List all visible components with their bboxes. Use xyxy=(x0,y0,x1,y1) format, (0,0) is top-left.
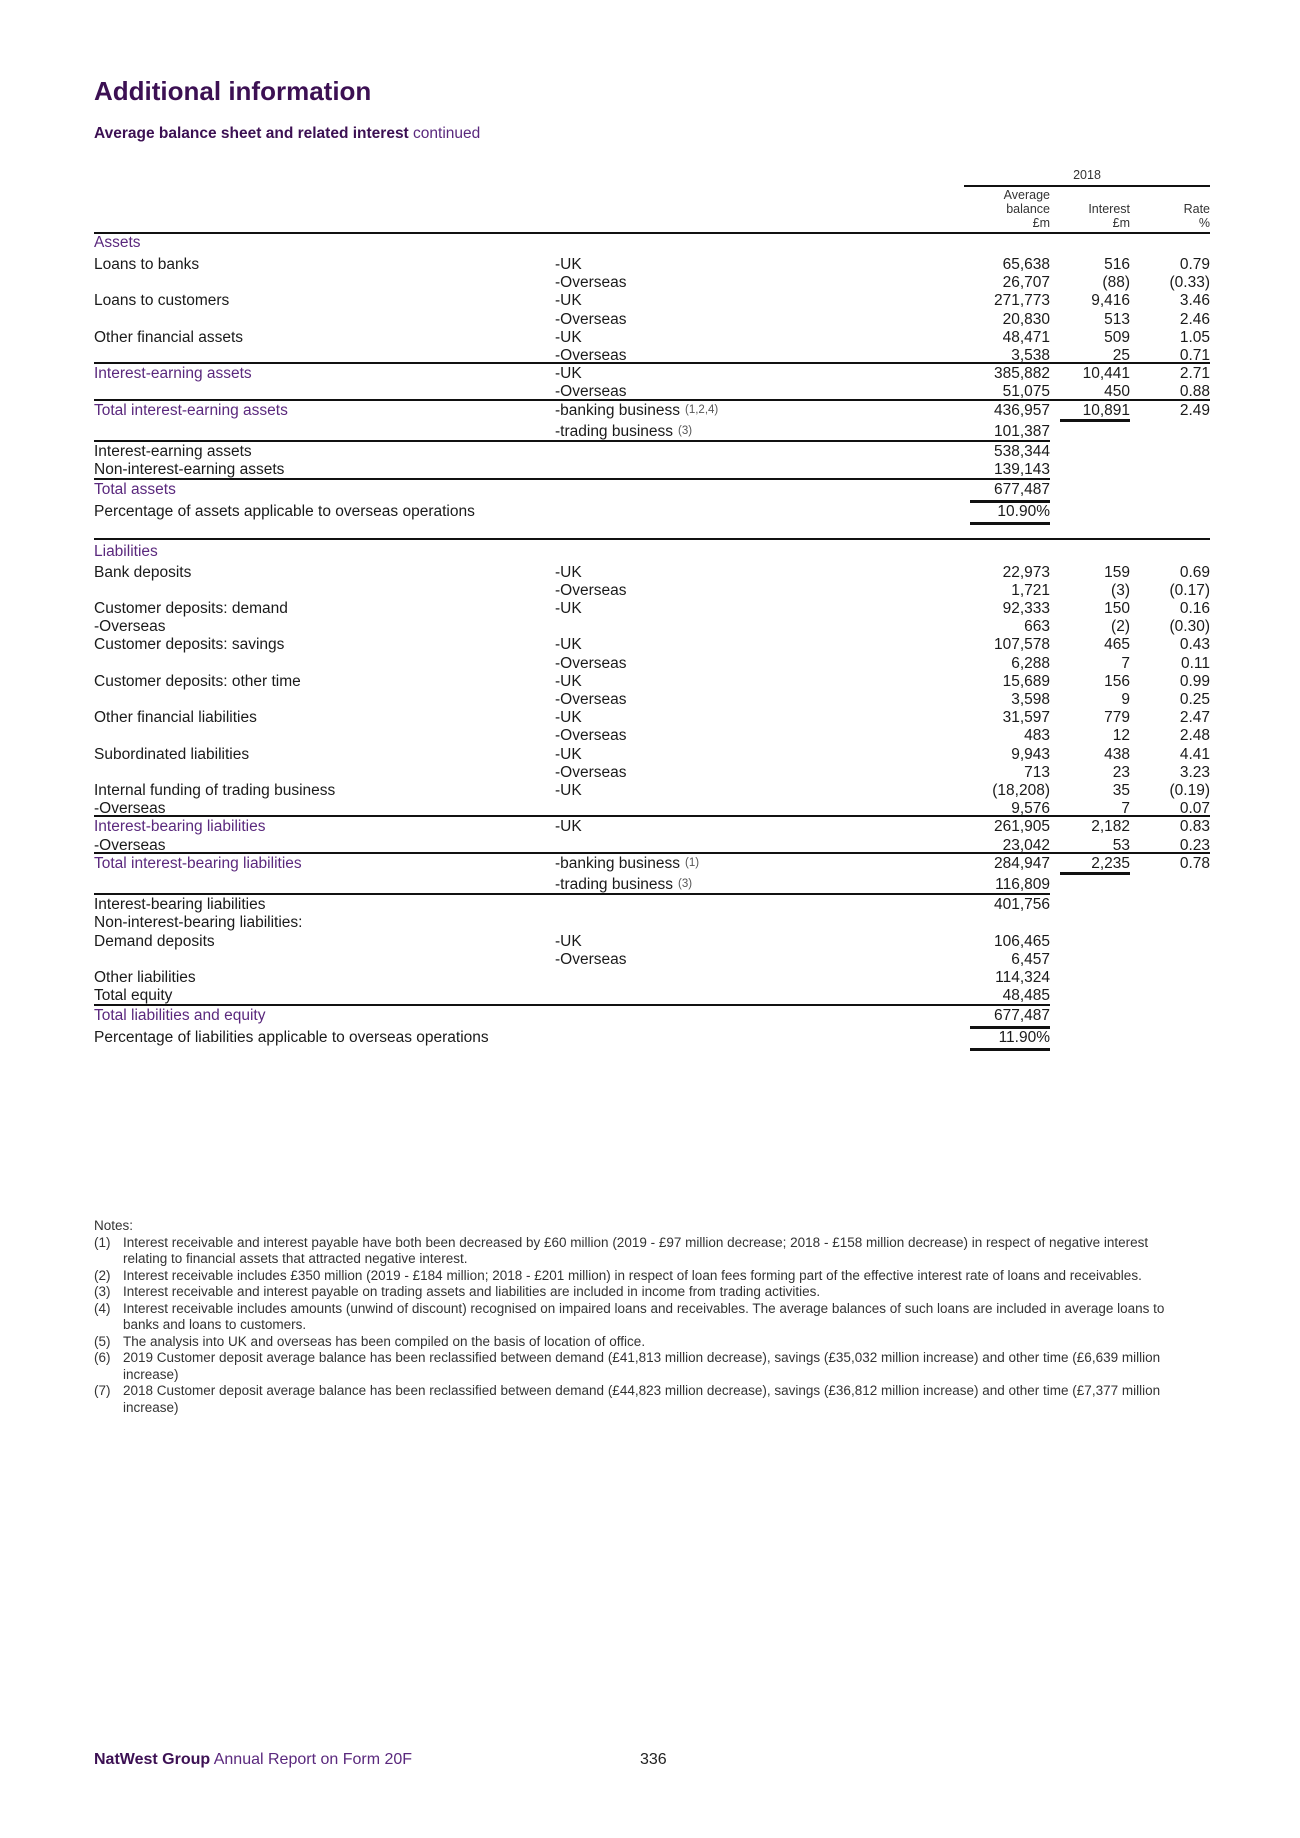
rule-line xyxy=(94,893,1050,895)
note-item xyxy=(94,1350,1174,1383)
table-row xyxy=(94,1005,1210,1026)
rate-cell: (0.30) xyxy=(1169,618,1210,636)
col-header-line: Average xyxy=(1003,188,1050,202)
average-balance-cell: 538,344 xyxy=(993,443,1050,460)
note-item xyxy=(94,1284,1174,1301)
rate-cell: 3.23 xyxy=(1179,763,1210,781)
rate-cell: 0.07 xyxy=(1179,800,1210,818)
row-label: Customer deposits: other time xyxy=(94,672,301,690)
row-region: -UK xyxy=(555,932,582,950)
row-label: Subordinated liabilities xyxy=(94,745,250,763)
interest-cell: 10,441 xyxy=(1082,365,1130,383)
average-balance-cell: 139,143 xyxy=(993,461,1050,479)
interest-cell: 12 xyxy=(1112,727,1130,745)
interest-cell: 7 xyxy=(1121,800,1130,818)
average-balance-cell: 31,597 xyxy=(1002,709,1050,727)
row-label: Other financial liabilities xyxy=(94,709,257,727)
average-balance-cell: 20,830 xyxy=(1002,310,1050,328)
row-label: Loans to banks xyxy=(94,256,200,273)
col-header-line: balance xyxy=(1006,202,1050,216)
subtitle-continued: continued xyxy=(413,125,481,142)
note-number: (2) xyxy=(94,1267,111,1283)
rule-line xyxy=(94,815,1210,817)
average-balance-cell: 26,707 xyxy=(1002,274,1050,292)
average-balance-cell: 3,598 xyxy=(1011,691,1050,708)
row-label: Interest-earning assets xyxy=(94,443,252,460)
row-label: Total interest-earning assets xyxy=(94,401,288,419)
rule-line xyxy=(1060,419,1130,422)
interest-cell: 516 xyxy=(1104,256,1130,273)
rule-line xyxy=(970,1048,1050,1051)
table-row xyxy=(94,853,1210,874)
row-region: -UK xyxy=(555,709,582,727)
row-label: Internal funding of trading business xyxy=(94,782,336,799)
row-label: -Overseas xyxy=(94,836,166,854)
interest-cell: 156 xyxy=(1104,672,1130,690)
interest-cell: 2,182 xyxy=(1091,818,1130,836)
table-row xyxy=(94,421,1210,442)
row-label: Total assets xyxy=(94,481,176,499)
row-label: Percentage of liabilities applicable to overseas operations xyxy=(94,1028,489,1046)
column-header-interest xyxy=(1050,188,1130,230)
note-text: Interest receivable and interest payable have both been decreased by £60 million (2019 - £97 million decrease; 2018 - £158 million decrease) in respect of negative interest relating to financial assets that attracted negative interest. xyxy=(123,1234,1149,1266)
row-label: Demand deposits xyxy=(94,932,215,950)
average-balance-cell: 6,288 xyxy=(1011,654,1050,672)
row-region: -Overseas xyxy=(555,310,627,328)
interest-cell: 513 xyxy=(1104,310,1130,328)
note-number: (5) xyxy=(94,1333,111,1349)
notes-heading: Notes: xyxy=(94,1218,134,1233)
row-region: -UK xyxy=(555,745,582,763)
row-label: Customer deposits: demand xyxy=(94,600,288,617)
rule-line xyxy=(970,1026,1050,1029)
note-item xyxy=(94,1334,1174,1351)
interest-cell: (2) xyxy=(1111,618,1130,636)
note-item xyxy=(94,1235,1174,1268)
average-balance-cell: 92,333 xyxy=(1002,600,1050,617)
average-balance-cell: 9,576 xyxy=(1011,800,1050,818)
average-balance-cell: 101,387 xyxy=(993,422,1050,440)
rate-cell: 0.71 xyxy=(1179,347,1210,364)
notes-section xyxy=(94,1218,1174,1416)
liabilities-heading xyxy=(94,541,1210,562)
col-header-line: Rate xyxy=(1183,202,1210,216)
rate-cell: (0.17) xyxy=(1169,581,1210,599)
row-region: -UK xyxy=(555,292,582,310)
average-balance-cell: 23,042 xyxy=(1002,836,1050,854)
note-text: Interest receivable includes £350 million (2019 - £184 million; 2018 - £201 million) in respect of loan fees forming part of the effective interest rate of loans and receivables. xyxy=(123,1267,1142,1283)
row-region: -UK xyxy=(555,636,582,654)
average-balance-cell: 1,721 xyxy=(1011,581,1050,599)
row-label: Bank deposits xyxy=(94,563,192,581)
interest-cell: 159 xyxy=(1104,563,1130,581)
average-balance-cell: 663 xyxy=(1024,618,1050,636)
rule-line xyxy=(94,478,1050,480)
rate-cell: 0.79 xyxy=(1179,256,1210,273)
row-region: -UK xyxy=(555,600,582,617)
row-region: -UK xyxy=(555,365,582,383)
note-number: (7) xyxy=(94,1383,111,1398)
table-row xyxy=(94,479,1210,500)
note-text: 2018 Customer deposit average balance has been reclassified between demand (£44,823 million decrease), savings (£36,812 million increase) and other time (£7,377 million increase) xyxy=(123,1383,1161,1415)
section-subtitle xyxy=(94,125,480,143)
footer-report-title: Annual Report on Form 20F xyxy=(213,1751,413,1768)
row-label: Loans to customers xyxy=(94,292,230,310)
average-balance-cell: (18,208) xyxy=(992,782,1050,799)
interest-cell: 2,235 xyxy=(1091,854,1130,872)
table-row xyxy=(94,459,1210,480)
interest-cell: 10,891 xyxy=(1082,401,1130,419)
average-balance-cell: 15,689 xyxy=(1002,672,1050,690)
note-number: (4) xyxy=(94,1300,111,1316)
row-region: -trading business xyxy=(555,422,674,440)
rate-cell: 0.88 xyxy=(1179,383,1210,401)
table-row xyxy=(94,501,1210,522)
note-number: (3) xyxy=(94,1284,111,1299)
note-number: (1) xyxy=(94,1234,111,1250)
rate-cell: 2.49 xyxy=(1179,401,1210,419)
average-balance-cell: 713 xyxy=(1024,763,1050,781)
row-region: -UK xyxy=(555,818,582,836)
interest-cell: 465 xyxy=(1104,636,1130,654)
rate-cell: 3.46 xyxy=(1179,292,1210,310)
rate-cell: 0.11 xyxy=(1180,654,1210,672)
average-balance-cell: 106,465 xyxy=(993,932,1050,950)
note-item xyxy=(94,1301,1174,1334)
average-balance-cell: 385,882 xyxy=(993,365,1050,383)
average-balance-cell: 9,943 xyxy=(1011,745,1050,763)
rate-cell: (0.33) xyxy=(1169,274,1210,292)
column-header-rate xyxy=(1130,188,1210,230)
rule-line xyxy=(1060,872,1130,875)
row-label: Interest-bearing liabilities xyxy=(94,818,266,836)
assets-heading xyxy=(94,232,1210,253)
subtitle-main: Average balance sheet and related interest xyxy=(94,125,409,142)
rule-line xyxy=(94,399,1210,401)
page-number: 336 xyxy=(640,1751,667,1768)
footnote-ref: (3) xyxy=(678,424,693,437)
row-region: -UK xyxy=(555,256,582,273)
table-row xyxy=(94,1027,1210,1048)
interest-cell: 450 xyxy=(1104,383,1130,401)
row-region: -UK xyxy=(555,328,582,346)
row-label: Non-interest-earning assets xyxy=(94,461,285,479)
average-balance-cell: 116,809 xyxy=(995,876,1050,893)
row-label: Non-interest-bearing liabilities: xyxy=(94,914,303,932)
row-label: Percentage of assets applicable to overseas operations xyxy=(94,502,475,520)
row-label: Total equity xyxy=(94,987,173,1005)
rate-cell: (0.19) xyxy=(1169,782,1210,799)
interest-cell: 779 xyxy=(1104,709,1130,727)
average-balance-cell: 10.90% xyxy=(997,502,1050,520)
rule-line xyxy=(94,362,1210,364)
rate-cell: 2.46 xyxy=(1179,310,1210,328)
rule-line xyxy=(94,440,1050,442)
rule-line xyxy=(970,522,1050,525)
rate-cell: 0.69 xyxy=(1179,563,1210,581)
section-heading: Assets xyxy=(94,234,141,251)
interest-cell: 438 xyxy=(1104,745,1130,763)
row-region: -Overseas xyxy=(555,727,627,745)
row-region: -Overseas xyxy=(555,654,627,672)
average-balance-cell: 48,471 xyxy=(1002,328,1050,346)
rule-line xyxy=(94,852,1210,854)
row-region: -UK xyxy=(555,563,582,581)
interest-cell: (3) xyxy=(1111,581,1130,599)
row-region: -Overseas xyxy=(555,383,627,401)
footnote-ref: (1,2,4) xyxy=(685,403,719,416)
table-row xyxy=(94,874,1210,895)
note-text: The analysis into UK and overseas has been compiled on the basis of location of office. xyxy=(123,1333,646,1349)
rule-line xyxy=(970,500,1050,503)
table-row xyxy=(94,985,1210,1006)
note-item xyxy=(94,1383,1174,1416)
average-balance-cell: 48,485 xyxy=(1002,987,1050,1005)
rate-cell: 4.41 xyxy=(1179,745,1210,763)
rule-line xyxy=(94,1004,1050,1006)
row-region: -banking business xyxy=(555,401,680,419)
interest-cell: 150 xyxy=(1104,600,1130,617)
average-balance-cell: 11.90% xyxy=(998,1028,1050,1046)
row-region: -Overseas xyxy=(555,950,627,968)
average-balance-cell: 677,487 xyxy=(993,1007,1050,1025)
interest-cell: 9 xyxy=(1121,691,1130,708)
row-label: -Overseas xyxy=(94,618,166,636)
rate-cell: 0.43 xyxy=(1179,636,1210,654)
section-heading: Liabilities xyxy=(94,542,158,560)
row-region: -Overseas xyxy=(555,691,627,708)
average-balance-cell: 271,773 xyxy=(993,292,1050,310)
row-region: -Overseas xyxy=(555,763,627,781)
row-region: -Overseas xyxy=(555,581,627,599)
row-label: Total interest-bearing liabilities xyxy=(94,854,302,872)
rate-cell: 0.78 xyxy=(1179,854,1210,872)
row-region: -Overseas xyxy=(555,347,627,364)
row-label: Other financial assets xyxy=(94,328,244,346)
row-label: Total liabilities and equity xyxy=(94,1007,266,1025)
row-region: -UK xyxy=(555,672,582,690)
rate-cell: 0.23 xyxy=(1179,836,1210,854)
rate-cell: 2.47 xyxy=(1179,709,1210,727)
interest-cell: 35 xyxy=(1112,782,1130,799)
average-balance-cell: 401,756 xyxy=(993,896,1050,914)
rate-cell: 0.16 xyxy=(1179,600,1210,617)
row-label: Other liabilities xyxy=(94,969,196,986)
average-balance-cell: 483 xyxy=(1024,727,1050,745)
year-header: 2018 xyxy=(964,168,1210,187)
row-region: -Overseas xyxy=(555,274,627,292)
average-balance-cell: 3,538 xyxy=(1011,347,1050,364)
note-text: Interest receivable and interest payable on trading assets and liabilities are included in income from trading activities. xyxy=(123,1284,821,1299)
rate-cell: 0.25 xyxy=(1179,691,1210,708)
average-balance-cell: 677,487 xyxy=(993,481,1050,499)
row-label: Interest-earning assets xyxy=(94,365,252,383)
note-item xyxy=(94,1268,1174,1285)
col-header-line: £m xyxy=(1112,216,1130,230)
average-balance-cell: 261,905 xyxy=(993,818,1050,836)
average-balance-cell: 51,075 xyxy=(1002,383,1050,401)
average-balance-cell: 22,973 xyxy=(1002,563,1050,581)
col-header-line: Interest xyxy=(1088,202,1130,216)
page-title: Additional information xyxy=(94,76,372,106)
interest-cell: (88) xyxy=(1102,274,1130,292)
interest-cell: 509 xyxy=(1104,328,1130,346)
note-number: (6) xyxy=(94,1350,111,1365)
average-balance-cell: 436,957 xyxy=(993,401,1050,419)
note-text: 2019 Customer deposit average balance has been reclassified between demand (£41,813 million decrease), savings (£35,032 million increase) and other time (£6,639 million increase) xyxy=(123,1350,1161,1382)
interest-cell: 7 xyxy=(1121,654,1130,672)
footnote-ref: (3) xyxy=(678,878,693,890)
row-label: Customer deposits: savings xyxy=(94,636,285,654)
row-region: -banking business xyxy=(555,854,680,872)
footnote-ref: (1) xyxy=(685,856,700,869)
footer-brand: NatWest Group xyxy=(94,1751,211,1768)
rate-cell: 2.71 xyxy=(1179,365,1210,383)
average-balance-cell: 107,578 xyxy=(993,636,1050,654)
rule-line xyxy=(94,538,1210,540)
footer xyxy=(94,1751,412,1769)
rate-cell: 2.48 xyxy=(1179,727,1210,745)
rate-cell: 0.83 xyxy=(1179,818,1210,836)
row-region: -UK xyxy=(555,782,582,799)
row-region: -trading business xyxy=(555,876,674,893)
row-label: Interest-bearing liabilities xyxy=(94,896,266,914)
row-label: -Overseas xyxy=(94,800,166,818)
average-balance-cell: 65,638 xyxy=(1002,256,1050,273)
average-balance-cell: 6,457 xyxy=(1011,950,1050,968)
col-header-line: £m xyxy=(1032,216,1050,230)
col-header-line: % xyxy=(1198,216,1210,230)
interest-cell: 9,416 xyxy=(1091,292,1130,310)
interest-cell: 53 xyxy=(1112,836,1130,854)
interest-cell: 25 xyxy=(1112,347,1130,364)
average-balance-cell: 284,947 xyxy=(993,854,1050,872)
note-text: Interest receivable includes amounts (unwind of discount) recognised on impaired loans and receivables. The average balances of such loans are included in average loans to banks and loans to customers. xyxy=(123,1300,1165,1332)
column-header-average-balance xyxy=(960,188,1050,230)
rate-cell: 0.99 xyxy=(1179,672,1210,690)
rate-cell: 1.05 xyxy=(1179,328,1210,346)
average-balance-cell: 114,324 xyxy=(995,969,1050,986)
table-row xyxy=(94,400,1210,421)
interest-cell: 23 xyxy=(1112,763,1130,781)
